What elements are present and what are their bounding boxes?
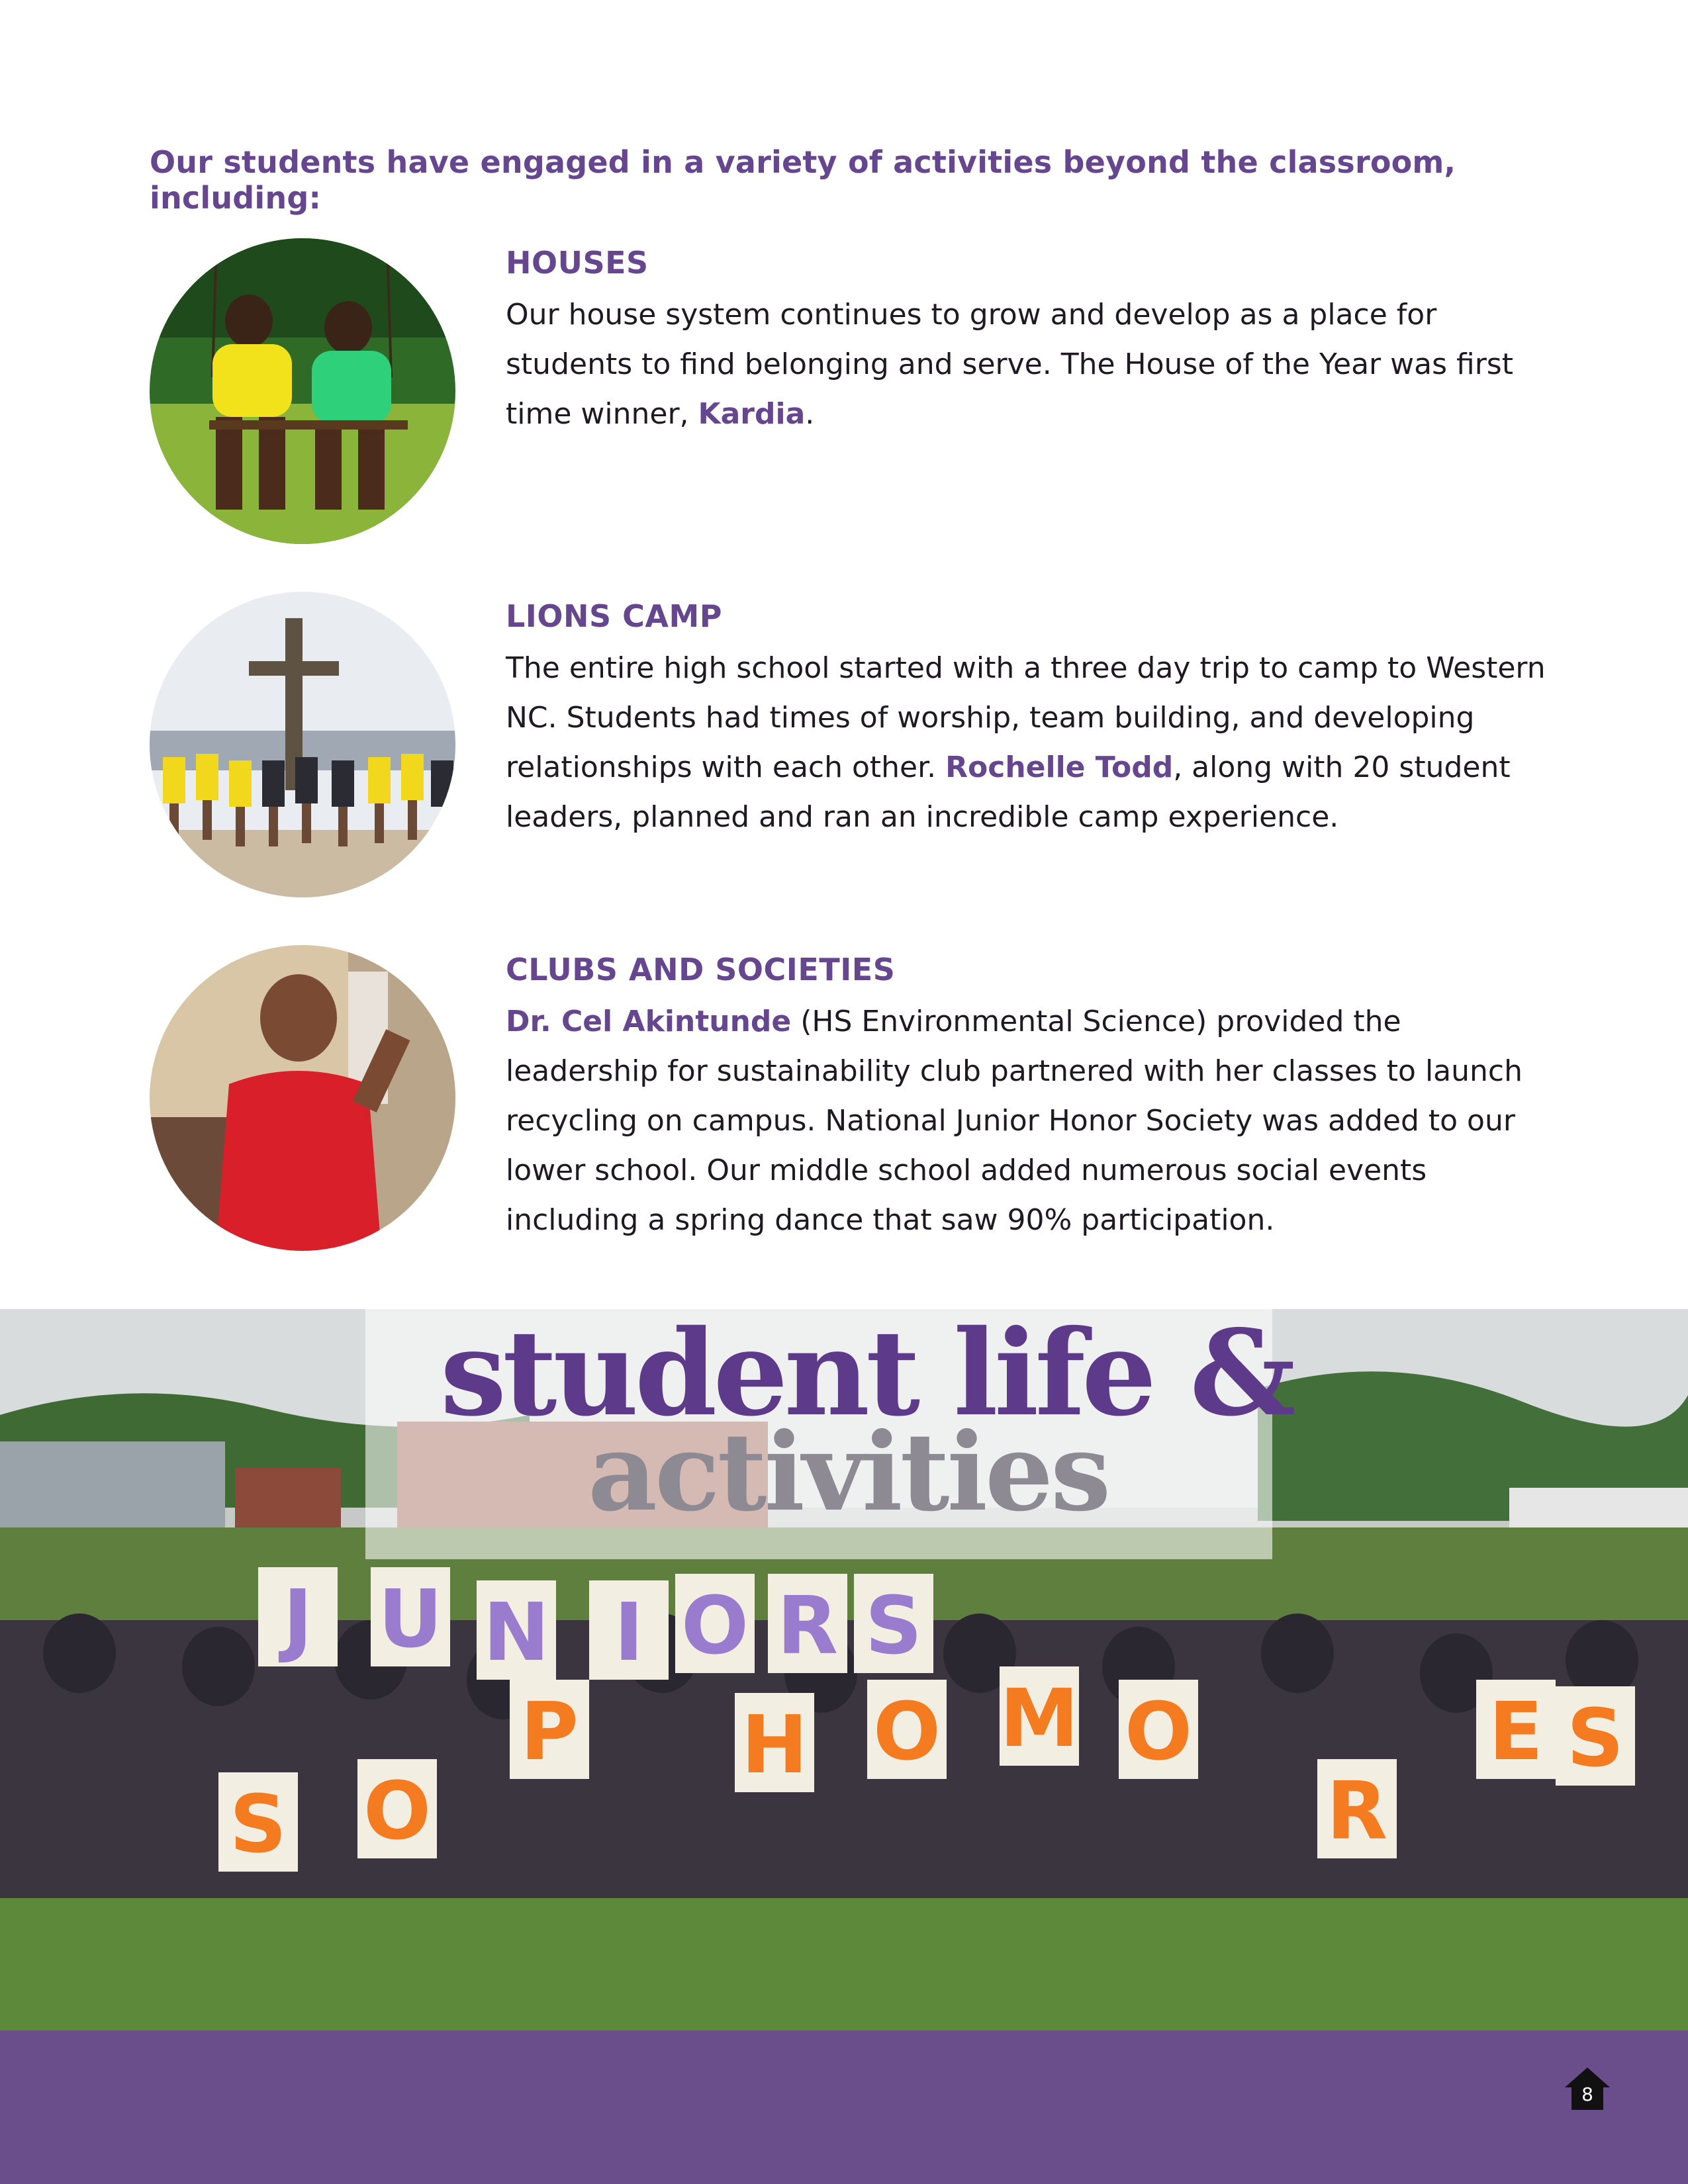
intro-text: Our students have engaged in a variety of activities beyond the classroom, including: [150,144,1456,216]
svg-text:O: O [680,1580,749,1672]
section-body: Our house system continues to grow and develop as a place for students to find belonging and serve. The House of the Year was first time winner, Kardia. [506,298,1513,431]
footer-band [0,2030,1688,2184]
section-heading: HOUSES [506,245,649,281]
banner-title: student life & [440,1309,1292,1442]
svg-text:E: E [1489,1686,1543,1778]
svg-text:I: I [614,1587,644,1679]
svg-text:R: R [776,1580,839,1672]
page-number-badge [1564,2065,1611,2113]
svg-text:R: R [1326,1766,1388,1858]
students-on-swings-photo [150,238,455,544]
section-heading: CLUBS AND SOCIETIES [506,952,896,987]
group-at-cross-photo [150,592,455,897]
highlight-kardia: Kardia [698,397,806,431]
svg-text:S: S [1566,1693,1624,1785]
svg-text:O: O [872,1686,941,1778]
svg-text:N: N [483,1587,550,1679]
section-lions-camp-text [506,598,1558,842]
section-houses-text [506,245,1558,439]
student-life-banner [0,1309,1688,2030]
section-heading: LIONS CAMP [506,598,723,634]
section-clubs-societies-text [506,952,1558,1245]
section-body: The entire high school started with a three day trip to camp to Western NC. Students had times of worship, team building, and developing relationships with each other. Rochelle Todd, along with 20 student leaders, planned and ran an incredible camp experience. [506,651,1546,834]
banner-subtitle: activities [588,1410,1109,1535]
page-number: 8 [1581,2083,1593,2105]
section-body: Dr. Cel Akintunde (HS Environmental Science) provided the leadership for sustainability club partnered with her classes to launch recycling on campus. National Junior Honor Society was added to our lower school. Our middle school added numerous social events including a spring dance that saw 90% participation. [506,1005,1523,1237]
teacher-in-classroom-photo [150,945,455,1251]
svg-text:J: J [283,1574,313,1666]
svg-text:O: O [1124,1686,1193,1778]
svg-text:O: O [363,1766,432,1858]
svg-text:S: S [229,1779,287,1871]
highlight-rochelle-todd: Rochelle Todd [945,751,1174,784]
svg-text:U: U [378,1574,443,1666]
svg-text:H: H [741,1700,808,1792]
svg-text:P: P [520,1686,579,1778]
svg-text:S: S [865,1580,923,1672]
svg-text:M: M [1000,1673,1079,1765]
highlight-cel-akintunde: Dr. Cel Akintunde [506,1005,792,1038]
